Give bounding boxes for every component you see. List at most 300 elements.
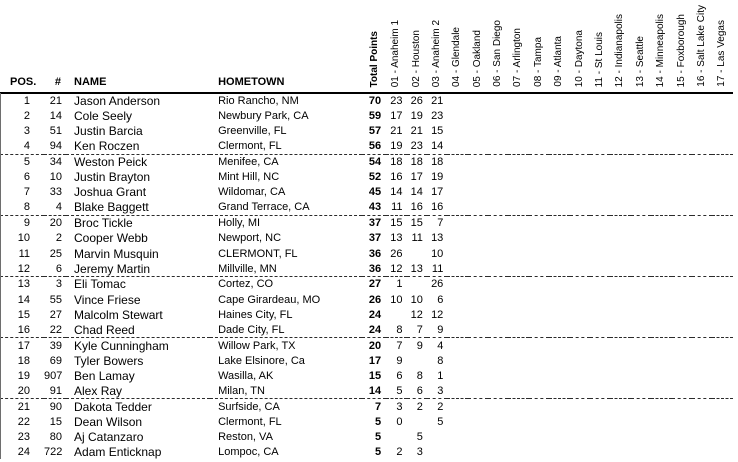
score-cell [570, 307, 590, 322]
pos-cell: 24 [17, 446, 31, 459]
score-cell [488, 246, 508, 261]
score-cell [631, 430, 651, 445]
score-cell [610, 200, 630, 215]
score-cell: 21 [390, 125, 403, 138]
score-cell: 7 [407, 322, 427, 337]
score-cell [651, 108, 671, 123]
hometown-cell: Newport, NC [218, 232, 282, 245]
round-header-12 [610, 0, 630, 93]
total-points-cell: 59 [368, 109, 382, 122]
score-cell: 6 [437, 293, 444, 306]
score-cell [508, 215, 528, 230]
score-cell [468, 169, 488, 184]
table-row [0, 353, 733, 368]
score-cell [692, 154, 712, 169]
score-cell [468, 445, 488, 460]
score-cell [692, 368, 712, 383]
score-cell [488, 399, 508, 414]
rider-name-cell: Broc Tickle [74, 216, 133, 231]
score-cell [651, 215, 671, 230]
hometown-cell: Reston, VA [218, 431, 273, 444]
score-cell [386, 307, 406, 322]
score-cell: 2 [396, 446, 403, 459]
score-cell: 11 [386, 200, 406, 215]
pos-cell: 19 [17, 369, 31, 382]
score-cell [712, 139, 733, 154]
score-cell [427, 445, 447, 460]
total-points-cell: 37 [368, 232, 382, 245]
score-cell [447, 169, 467, 184]
rider-name-cell: Dean Wilson [74, 414, 143, 429]
score-cell [549, 445, 569, 460]
score-cell [631, 322, 651, 337]
score-cell [447, 338, 467, 353]
score-cell: 0 [396, 415, 403, 428]
pos-cell: 2 [23, 109, 31, 122]
score-cell [529, 430, 549, 445]
col-header-number: # [44, 0, 66, 93]
score-cell: 23 [390, 95, 403, 108]
score-cell [529, 322, 549, 337]
score-cell [447, 399, 467, 414]
rider-name-cell: Jeremy Martin [66, 261, 210, 276]
score-cell [508, 399, 528, 414]
hometown-cell: Mint Hill, NC [218, 171, 280, 184]
score-cell [631, 292, 651, 307]
score-cell [447, 139, 467, 154]
score-cell [447, 154, 467, 169]
score-cell [631, 93, 651, 108]
hometown-cell: Cape Girardeau, MO [218, 293, 321, 306]
round-header-10 [570, 0, 590, 93]
score-cell [570, 399, 590, 414]
score-cell [712, 261, 733, 276]
round-header-rotated-label: 14 - Minneapolis [655, 13, 667, 87]
rider-number-cell: 15 [49, 415, 63, 428]
score-cell [407, 414, 427, 429]
pos-cell: 9 [23, 217, 31, 230]
score-cell [508, 124, 528, 139]
score-cell [712, 399, 733, 414]
score-cell [549, 108, 569, 123]
score-cell: 17 [410, 171, 423, 184]
rider-name-cell: Aj Catanzaro [74, 430, 144, 445]
pos-cell: 3 [23, 125, 31, 138]
score-cell [570, 215, 590, 230]
rider-number-cell: 80 [49, 431, 63, 444]
col-header-name: NAME [66, 0, 210, 93]
score-cell [590, 139, 610, 154]
score-cell [672, 261, 692, 276]
score-cell [610, 368, 630, 383]
score-cell [447, 384, 467, 399]
score-cell [468, 399, 488, 414]
score-cell [447, 277, 467, 292]
score-cell: 3 [416, 446, 423, 459]
round-header-rotated-label: 15 - Foxborough [675, 13, 687, 87]
table-row [0, 430, 733, 445]
score-cell [447, 246, 467, 261]
score-cell [651, 353, 671, 368]
score-cell [590, 445, 610, 460]
score-cell [712, 338, 733, 353]
score-cell [529, 169, 549, 184]
score-cell [529, 399, 549, 414]
score-cell [610, 338, 630, 353]
rider-number-cell: 51 [49, 125, 63, 138]
table-row [0, 414, 733, 429]
score-cell [651, 154, 671, 169]
score-cell [651, 430, 671, 445]
score-cell [610, 108, 630, 123]
score-cell [508, 368, 528, 383]
score-cell [570, 353, 590, 368]
hometown-cell: Millville, MN [210, 261, 362, 276]
score-cell [407, 246, 427, 261]
score-cell [488, 185, 508, 200]
rider-name-cell: Cooper Webb [74, 231, 148, 246]
score-cell [692, 139, 712, 154]
score-cell [672, 185, 692, 200]
score-cell [508, 261, 528, 276]
score-cell [529, 261, 549, 276]
rider-number-cell: 91 [44, 384, 66, 399]
score-cell [570, 261, 590, 276]
table-row [0, 261, 733, 276]
score-cell [549, 261, 569, 276]
rider-name-cell: Vince Friese [74, 292, 141, 307]
score-cell: 14 [390, 186, 403, 199]
score-cell: 23 [407, 139, 427, 154]
score-cell: 19 [386, 139, 406, 154]
score-cell [631, 154, 651, 169]
round-header-rotated-label: 02 - Houston [410, 29, 422, 87]
score-cell [692, 445, 712, 460]
score-cell [488, 215, 508, 230]
round-header-14 [651, 0, 671, 93]
score-cell [672, 445, 692, 460]
score-cell [468, 292, 488, 307]
rider-name-cell: Ken Roczen [66, 139, 210, 154]
score-cell [712, 414, 733, 429]
score-cell [590, 307, 610, 322]
score-cell [672, 169, 692, 184]
score-cell [468, 307, 488, 322]
score-cell [488, 368, 508, 383]
score-cell [651, 399, 671, 414]
score-cell: 21 [431, 95, 444, 108]
round-header-rotated-label: 11 - St Louis [594, 31, 606, 87]
score-cell [468, 430, 488, 445]
score-cell [549, 169, 569, 184]
rider-name-cell: Justin Barcia [74, 124, 143, 139]
score-cell [631, 215, 651, 230]
table-header [0, 0, 733, 93]
score-cell [692, 108, 712, 123]
col-header-hometown: HOMETOWN [210, 0, 362, 93]
score-cell [529, 246, 549, 261]
score-cell: 15 [390, 217, 403, 230]
total-points-cell: 26 [368, 293, 382, 306]
hometown-cell: Holly, MI [218, 217, 261, 230]
score-cell [488, 445, 508, 460]
hometown-cell: Lake Elsinore, Ca [218, 354, 305, 367]
score-cell [631, 384, 651, 399]
score-cell [549, 292, 569, 307]
score-cell: 3 [396, 400, 403, 413]
rider-name-cell: Kyle Cunningham [74, 338, 169, 353]
score-cell [590, 368, 610, 383]
score-cell [468, 261, 488, 276]
hometown-cell: Lompoc, CA [218, 446, 279, 459]
score-cell [692, 292, 712, 307]
score-cell [610, 185, 630, 200]
score-cell [610, 246, 630, 261]
score-cell [590, 261, 610, 276]
score-cell [590, 322, 610, 337]
score-cell [508, 322, 528, 337]
rider-number-cell: 34 [49, 156, 63, 169]
score-cell [712, 277, 733, 292]
score-cell [590, 277, 610, 292]
score-cell [529, 445, 549, 460]
score-cell [590, 124, 610, 139]
score-cell [488, 277, 508, 292]
score-cell [590, 169, 610, 184]
score-cell [508, 277, 528, 292]
score-cell [447, 93, 467, 108]
score-cell: 1 [396, 278, 403, 291]
score-cell [610, 399, 630, 414]
score-cell: 10 [431, 247, 444, 260]
round-header-1 [386, 0, 406, 93]
score-cell [672, 154, 692, 169]
score-cell [651, 322, 671, 337]
score-cell [651, 246, 671, 261]
score-cell [570, 430, 590, 445]
score-cell [692, 353, 712, 368]
score-cell [631, 338, 651, 353]
rider-name-cell: Justin Brayton [74, 170, 151, 185]
table-row [0, 445, 733, 460]
round-header-15 [672, 0, 692, 93]
score-cell: 13 [431, 232, 444, 245]
total-points-cell: 20 [368, 339, 382, 352]
score-cell [529, 338, 549, 353]
score-cell [631, 399, 651, 414]
rider-number-cell: 14 [49, 109, 63, 122]
score-cell [590, 185, 610, 200]
score-cell [468, 353, 488, 368]
score-cell: 1 [437, 369, 444, 382]
table-row [0, 215, 733, 230]
round-header-rotated-label: 06 - San Diego [492, 20, 504, 87]
score-cell [488, 338, 508, 353]
score-cell [508, 93, 528, 108]
score-cell [692, 414, 712, 429]
rider-number-cell: 2 [55, 232, 63, 245]
score-cell [631, 124, 651, 139]
total-points-cell: 24 [362, 322, 386, 337]
score-cell [549, 277, 569, 292]
score-cell [692, 185, 712, 200]
score-cell [651, 384, 671, 399]
total-points-cell: 70 [368, 95, 382, 108]
pos-cell: 14 [17, 293, 31, 306]
round-header-rotated-label: 17 - Las Vegas [716, 20, 728, 87]
score-cell [447, 292, 467, 307]
score-cell [508, 414, 528, 429]
score-cell: 17 [431, 186, 444, 199]
rider-name-cell: Joshua Grant [74, 185, 147, 200]
total-points-cell: 15 [368, 369, 382, 382]
table-row [0, 93, 733, 108]
table-row [0, 338, 733, 353]
score-cell [590, 292, 610, 307]
score-cell: 26 [390, 247, 403, 260]
score-cell [508, 169, 528, 184]
score-cell: 15 [410, 217, 423, 230]
score-cell [488, 322, 508, 337]
round-header-rotated-label: 05 - Oakland [471, 29, 483, 87]
score-cell [508, 185, 528, 200]
score-cell [610, 353, 630, 368]
score-cell [488, 169, 508, 184]
hometown-cell: CLERMONT, FL [218, 247, 298, 260]
score-cell: 13 [407, 261, 427, 276]
score-cell [712, 200, 733, 215]
score-cell [590, 384, 610, 399]
score-cell [508, 246, 528, 261]
table-row [0, 124, 733, 139]
score-cell [672, 353, 692, 368]
score-cell [488, 384, 508, 399]
rider-number-cell: 39 [49, 339, 63, 352]
score-cell: 12 [431, 308, 444, 321]
score-cell [508, 200, 528, 215]
round-header-5 [468, 0, 488, 93]
score-cell [631, 200, 651, 215]
score-cell [529, 139, 549, 154]
total-points-cell: 5 [375, 415, 382, 428]
col-header-total-points [362, 0, 386, 93]
score-cell [610, 384, 630, 399]
total-points-cell: 54 [368, 156, 382, 169]
score-cell [468, 414, 488, 429]
score-cell [590, 108, 610, 123]
score-cell [570, 292, 590, 307]
score-cell [447, 322, 467, 337]
round-header-3 [427, 0, 447, 93]
score-cell [712, 353, 733, 368]
table-row [0, 246, 733, 261]
rider-number-cell: 90 [49, 400, 63, 413]
score-cell [610, 277, 630, 292]
table-row [0, 185, 733, 200]
score-cell [529, 215, 549, 230]
total-points-cell: 37 [368, 217, 382, 230]
table-body [0, 93, 733, 460]
score-cell [610, 445, 630, 460]
score-cell [570, 139, 590, 154]
score-cell [610, 154, 630, 169]
score-cell [549, 414, 569, 429]
score-cell [692, 261, 712, 276]
hometown-cell: Clermont, FL [218, 415, 282, 428]
score-cell [447, 368, 467, 383]
score-cell [549, 307, 569, 322]
score-cell [570, 414, 590, 429]
hometown-cell: Clermont, FL [210, 139, 362, 154]
total-points-cell: 5 [375, 431, 382, 444]
score-cell [672, 231, 692, 246]
round-header-rotated-label: 12 - Indianapolis [614, 13, 626, 87]
hometown-cell: Cortez, CO [218, 278, 274, 291]
rider-number-cell: 69 [49, 354, 63, 367]
rider-name-cell: Cole Seely [74, 108, 133, 123]
table-left-border [0, 93, 1, 459]
score-cell [610, 307, 630, 322]
score-cell [570, 445, 590, 460]
score-cell [570, 93, 590, 108]
score-cell [488, 307, 508, 322]
score-cell: 23 [431, 109, 444, 122]
score-cell [672, 93, 692, 108]
score-cell [672, 108, 692, 123]
score-cell [468, 154, 488, 169]
score-cell [631, 353, 651, 368]
score-cell [692, 231, 712, 246]
score-cell [672, 139, 692, 154]
round-header-rotated-label: 08 - Tampa [532, 37, 544, 87]
score-cell [447, 414, 467, 429]
score-cell [488, 261, 508, 276]
score-cell [610, 231, 630, 246]
score-cell [468, 108, 488, 123]
score-cell [672, 246, 692, 261]
score-cell [590, 246, 610, 261]
score-cell: 3 [427, 384, 447, 399]
score-cell [672, 384, 692, 399]
score-cell [610, 169, 630, 184]
score-cell [468, 277, 488, 292]
score-cell [508, 307, 528, 322]
score-cell [631, 169, 651, 184]
score-cell [590, 154, 610, 169]
rider-name-cell: Jason Anderson [74, 94, 161, 109]
total-points-cell: 52 [368, 171, 382, 184]
round-header-16 [692, 0, 712, 93]
score-cell [427, 430, 447, 445]
score-cell [468, 322, 488, 337]
score-cell [447, 124, 467, 139]
score-cell [529, 384, 549, 399]
score-cell [651, 368, 671, 383]
score-cell [529, 277, 549, 292]
score-cell [549, 154, 569, 169]
score-cell [570, 200, 590, 215]
score-cell [692, 384, 712, 399]
score-cell [692, 215, 712, 230]
score-cell: 10 [390, 293, 403, 306]
score-cell [549, 430, 569, 445]
score-cell [488, 353, 508, 368]
score-cell [529, 185, 549, 200]
score-cell: 5 [416, 431, 423, 444]
score-cell: 14 [427, 139, 447, 154]
hometown-cell: Willow Park, TX [218, 339, 296, 352]
score-cell [692, 430, 712, 445]
